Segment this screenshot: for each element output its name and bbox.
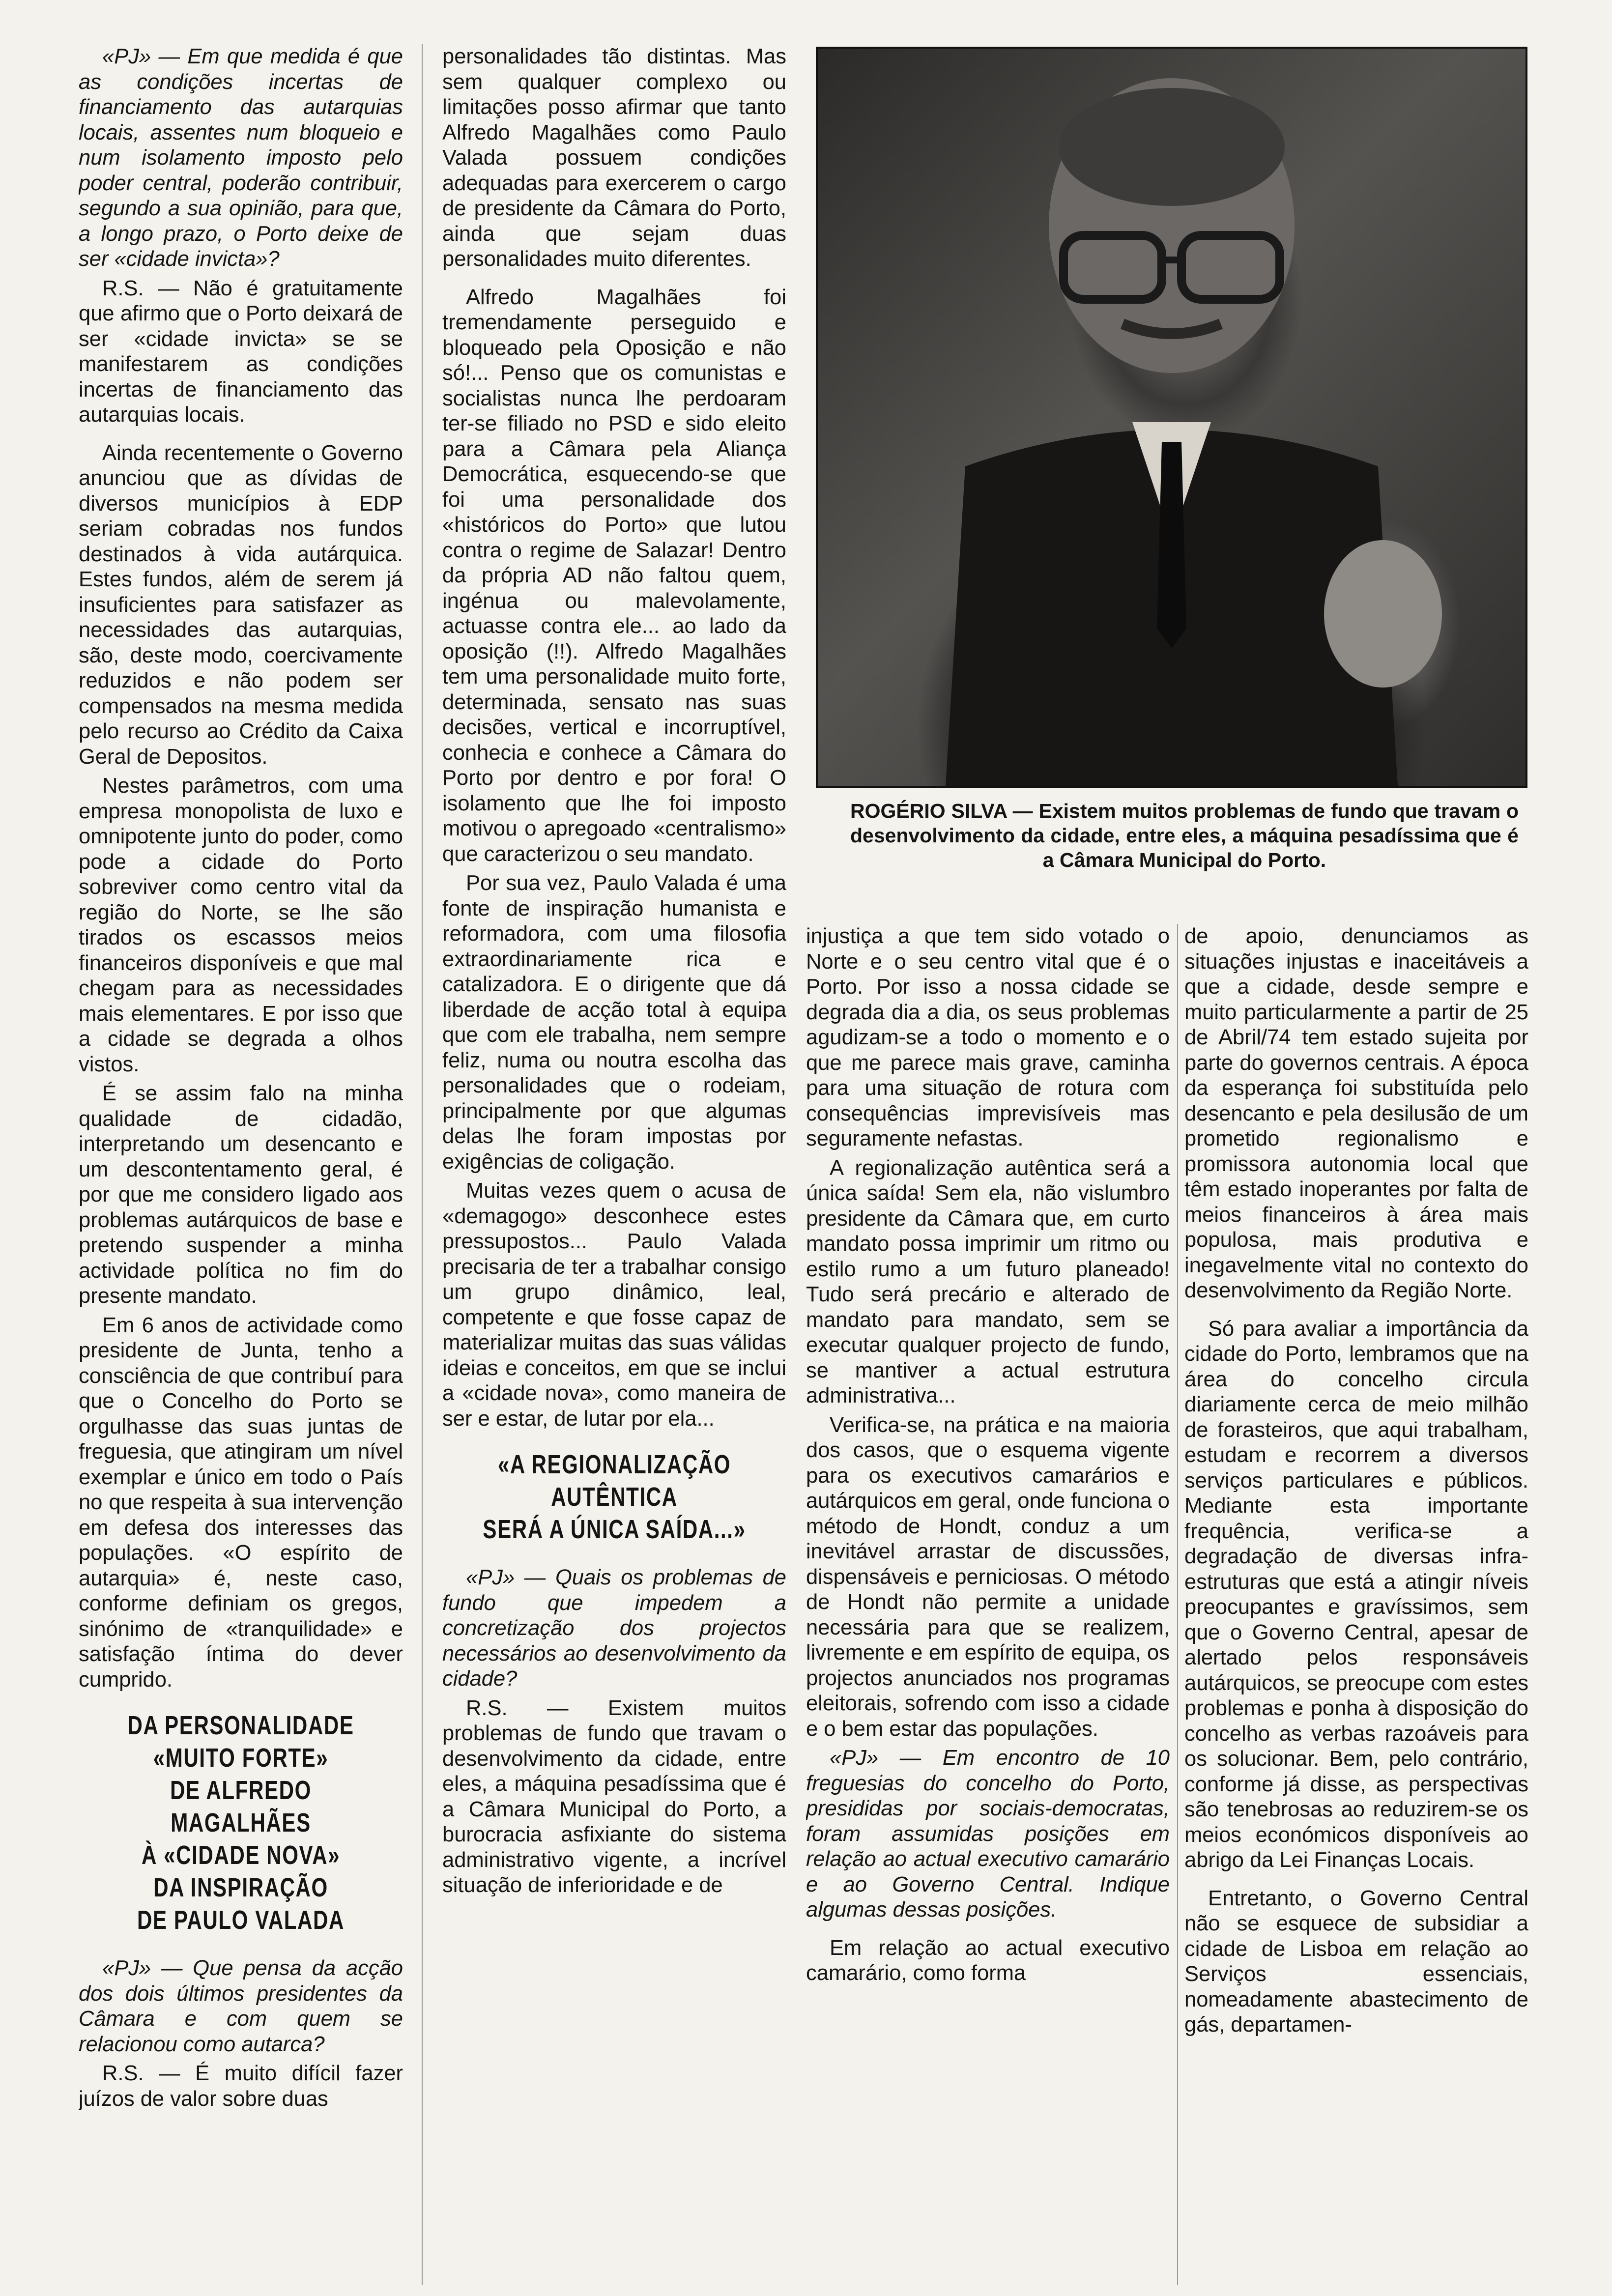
column-divider	[1177, 924, 1178, 2285]
body-paragraph: É se assim falo na minha qualidade de cidadão, interpretando um desencanto e um descontentamento geral, é por que me considero ligado aos problemas autárquicos de base e pretendo suspender a minha actividade política no fim do presente mandato.	[79, 1082, 403, 1308]
body-paragraph: Só para avaliar a importância da cidade do Porto, lembramos que na área do concelho circula diariamente cerca de meio milhão de forasteiros, que aqui trabalham, estudam e recorrem a diversos serviços particulares e públicos. Mediante esta importante frequência, verifica-se a degradação de diversas infra-estruturas que está a atingir níveis preocupantes e gravíssimos, sem que o Governo Central, apesar de alertado pelos responsáveis autárquicos, se preocupe com estes problemas e ponha à disposição do concelho as verbas razoáveis para os solucionar. Bem, pelo contrário, conforme já disse, as perspectivas são tenebrosas ao reduzirem-se os meios económicos disponíveis ao abrigo da Lei Finanças Locais.	[1184, 1317, 1528, 1872]
question-paragraph: «PJ» — Que pensa da acção dos dois últimos presidentes da Câmara e com quem se relacionou como autarca?	[79, 1956, 403, 2056]
section-heading	[480, 1448, 748, 1546]
answer-paragraph: R.S. — Não é gratuitamente que afirmo que o Porto deixará de ser «cidade invicta» se se manifestarem as condições incertas de financiamento das autarquias locais.	[79, 276, 403, 427]
heading-line: DE PAULO VALADA	[137, 1905, 345, 1935]
heading-line: «A REGIONALIZAÇÃO	[497, 1450, 731, 1479]
answer-paragraph: Em relação ao actual executivo camarário, como forma	[806, 1936, 1170, 1985]
heading-line: «MUITO FORTE»	[153, 1743, 329, 1773]
portrait-figure	[818, 49, 1526, 786]
heading-line: À «CIDADE NOVA»	[141, 1840, 341, 1870]
body-paragraph: Alfredo Magalhães foi tremendamente perseguido e bloqueado pela Oposição e não só!... Penso que os comunistas e socialistas nunca lhe perdoaram ter-se filiado no PSD e sido eleito para a Câmara pela Aliança Democrática, esquecendo-se que foi uma personalidade dos «históricos do Porto» que lutou contra o regime de Salazar! Dentro da própria AD não faltou quem, ingénua ou malevolamente, actuasse contra ele... ao lado da oposição (!!). Alfredo Magalhães tem uma personalidade muito forte, determinada, sensato nas suas decisões, vertical e incorruptível, conhecia e conhece a Câmara do Porto por dentro e por fora! O isolamento que lhe foi imposto motivou o apregoado «centralismo» que caracterizou o seu mandato.	[442, 285, 786, 866]
question-paragraph: «PJ» — Em que medida é que as condições incertas de financiamento das autarquias locais, assentes num bloqueio e num isolamento imposto pelo poder central, poderão contribuir, segundo a sua opinião, para que, a longo prazo, o Porto deixe de ser «cidade invicta»?	[79, 45, 403, 271]
question-paragraph: «PJ» — Em encontro de 10 freguesias do concelho do Porto, presididas por sociais-democratas, foram assumidas posições em relação ao actual executivo camarário e ao Governo Central. Indique algumas dessas posições.	[806, 1746, 1170, 1922]
body-paragraph: personalidades tão distintas. Mas sem qualquer complexo ou limitações posso afirmar que tanto Alfredo Magalhães como Paulo Valada possuem condições adequadas para exercerem o cargo de presidente da Câmara do Porto, ainda que sejam duas personalidades muito diferentes.	[442, 45, 786, 271]
heading-line: AUTÊNTICA	[551, 1482, 678, 1512]
heading-line: SERÁ A ÚNICA SAÍDA...»	[483, 1515, 746, 1544]
photo-caption: ROGÉRIO SILVA — Existem muitos problemas de fundo que travam o desenvolvimento da cidade, entre eles, a máquina pesadíssima que é a Câmara Municipal do Porto.	[850, 800, 1519, 871]
portrait-photo	[816, 47, 1527, 788]
column-2	[442, 44, 786, 2285]
section-heading	[115, 1709, 368, 1936]
answer-paragraph: R.S. — Existem muitos problemas de fundo que travam o desenvolvimento da cidade, entre eles, a máquina pesadíssima que é a Câmara Municipal do Porto, a burocracia asfixiante do sistema administrativo vigente, a incrível situação de inferioridade e de	[442, 1696, 786, 1897]
body-paragraph: Nestes parâmetros, com uma empresa monopolista de luxo e omnipotente junto do poder, como pode a cidade do Porto sobreviver como centro vital da região do Norte, se lhe são tirados os escassos meios financeiros disponíveis e que mal chegam para as necessidades mais elementares. E por isso que a cidade se degrada a olhos vistos.	[79, 774, 403, 1076]
body-paragraph: de apoio, denunciamos as situações injustas e inaceitáveis a que a cidade, desde sempre e muito particularmente a partir de 25 de Abril/74 tem estado sujeita por parte do governos centrais. A época da esperança foi substituída pelo desencanto e pela desilusão de um prometido regionalismo e promissora autonomia local que têm estado inoperantes por falta de meios financeiros à área mais populosa, mais produtiva e inegavelmente vital no contexto do desenvolvimento da Região Norte.	[1184, 924, 1528, 1302]
heading-line: DE ALFREDO MAGALHÃES	[170, 1776, 312, 1837]
column-4	[1184, 924, 1528, 2285]
body-paragraph: Ainda recentemente o Governo anunciou que as dívidas de diversos municípios à EDP seriam cobradas nos fundos destinados à vida autárquica. Estes fundos, além de serem já insuficientes para satisfazer as necessidades das autarquias, são, deste modo, coercivamente reduzidos e não podem ser compensados na mesma medida pelo recurso ao Crédito da Caixa Geral de Depositos.	[79, 441, 403, 769]
body-paragraph: Por sua vez, Paulo Valada é uma fonte de inspiração humanista e reformadora, com uma filosofia extraordinariamente rica e catalizadora. E o dirigente que dá liberdade de acção total à equipa que com ele trabalha, nem sempre feliz, numa ou noutra escolha das personalidades que o rodeiam, principalmente por que algumas delas lhe foram impostas por exigências de coligação.	[442, 871, 786, 1174]
body-paragraph: Verifica-se, na prática e na maioria dos casos, que o esquema vigente para os executivos camarários e autárquicos em geral, onde funciona o método de Hondt, conduz a um inevitável arrastar de discussões, dispensáveis e perniciosas. O método de Hondt não permite a unidade necessária para que se realizem, livremente e em espírito de equipa, os projectos anunciados nos programas eleitorais, sofrendo com isso a cidade e o bem estar das populações.	[806, 1413, 1170, 1741]
heading-line: DA INSPIRAÇÃO	[153, 1873, 328, 1902]
body-paragraph: injustiça a que tem sido votado o Norte e o seu centro vital que é o Porto. Por isso a nossa cidade se degrada dia a dia, os seus problemas agudizam-se a todo o momento e o que me parece mais grave, caminha para uma situação de rotura com consequências imprevisíveis mas seguramente nefastas.	[806, 924, 1170, 1150]
heading-line: DA PERSONALIDADE	[127, 1711, 354, 1740]
column-1	[79, 44, 403, 2285]
column-3	[806, 924, 1170, 2285]
body-paragraph: A regionalização autêntica será a única saída! Sem ela, não vislumbro presidente da Câmara que, em curto mandato possa imprimir um ritmo ou estilo rumo a um futuro planeado! Tudo será precário e alterado de mandato para mandato, sem se executar qualquer projecto de fundo, se mantiver a actual estrutura administrativa...	[806, 1156, 1170, 1407]
question-paragraph: «PJ» — Quais os problemas de fundo que impedem a concretização dos projectos necessários ao desenvolvimento da cidade?	[442, 1566, 786, 1691]
body-paragraph: Muitas vezes quem o acusa de «demagogo» desconhece estes pressupostos... Paulo Valada precisaria de ter a trabalhar consigo um grupo dinâmico, leal, competente e que fosse capaz de materializar muitas das suas válidas ideias e conceitos, em que se inclui a «cidade nova», como maneira de ser e estar, de lutar por ela...	[442, 1179, 786, 1431]
body-paragraph: Entretanto, o Governo Central não se esquece de subsidiar a cidade de Lisboa em relação ao Serviços essenciais, nomeadamente abastecimento de gás, departamen-	[1184, 1886, 1528, 2037]
column-divider	[422, 44, 423, 2285]
answer-paragraph: R.S. — É muito difícil fazer juízos de valor sobre duas	[79, 2062, 403, 2111]
body-paragraph: Em 6 anos de actividade como presidente de Junta, tenho a consciência de que contribuí para que o Concelho do Porto se orgulhasse das suas juntas de freguesia, que atingiram um nível exemplar e único em todo o País no que respeita à sua intervenção em defesa dos interesses das populações. «O espírito de autarquia» é, neste caso, conforme definiam os gregos, sinónimo de «tranquilidade» e satisfação íntima do dever cumprido.	[79, 1313, 403, 1692]
